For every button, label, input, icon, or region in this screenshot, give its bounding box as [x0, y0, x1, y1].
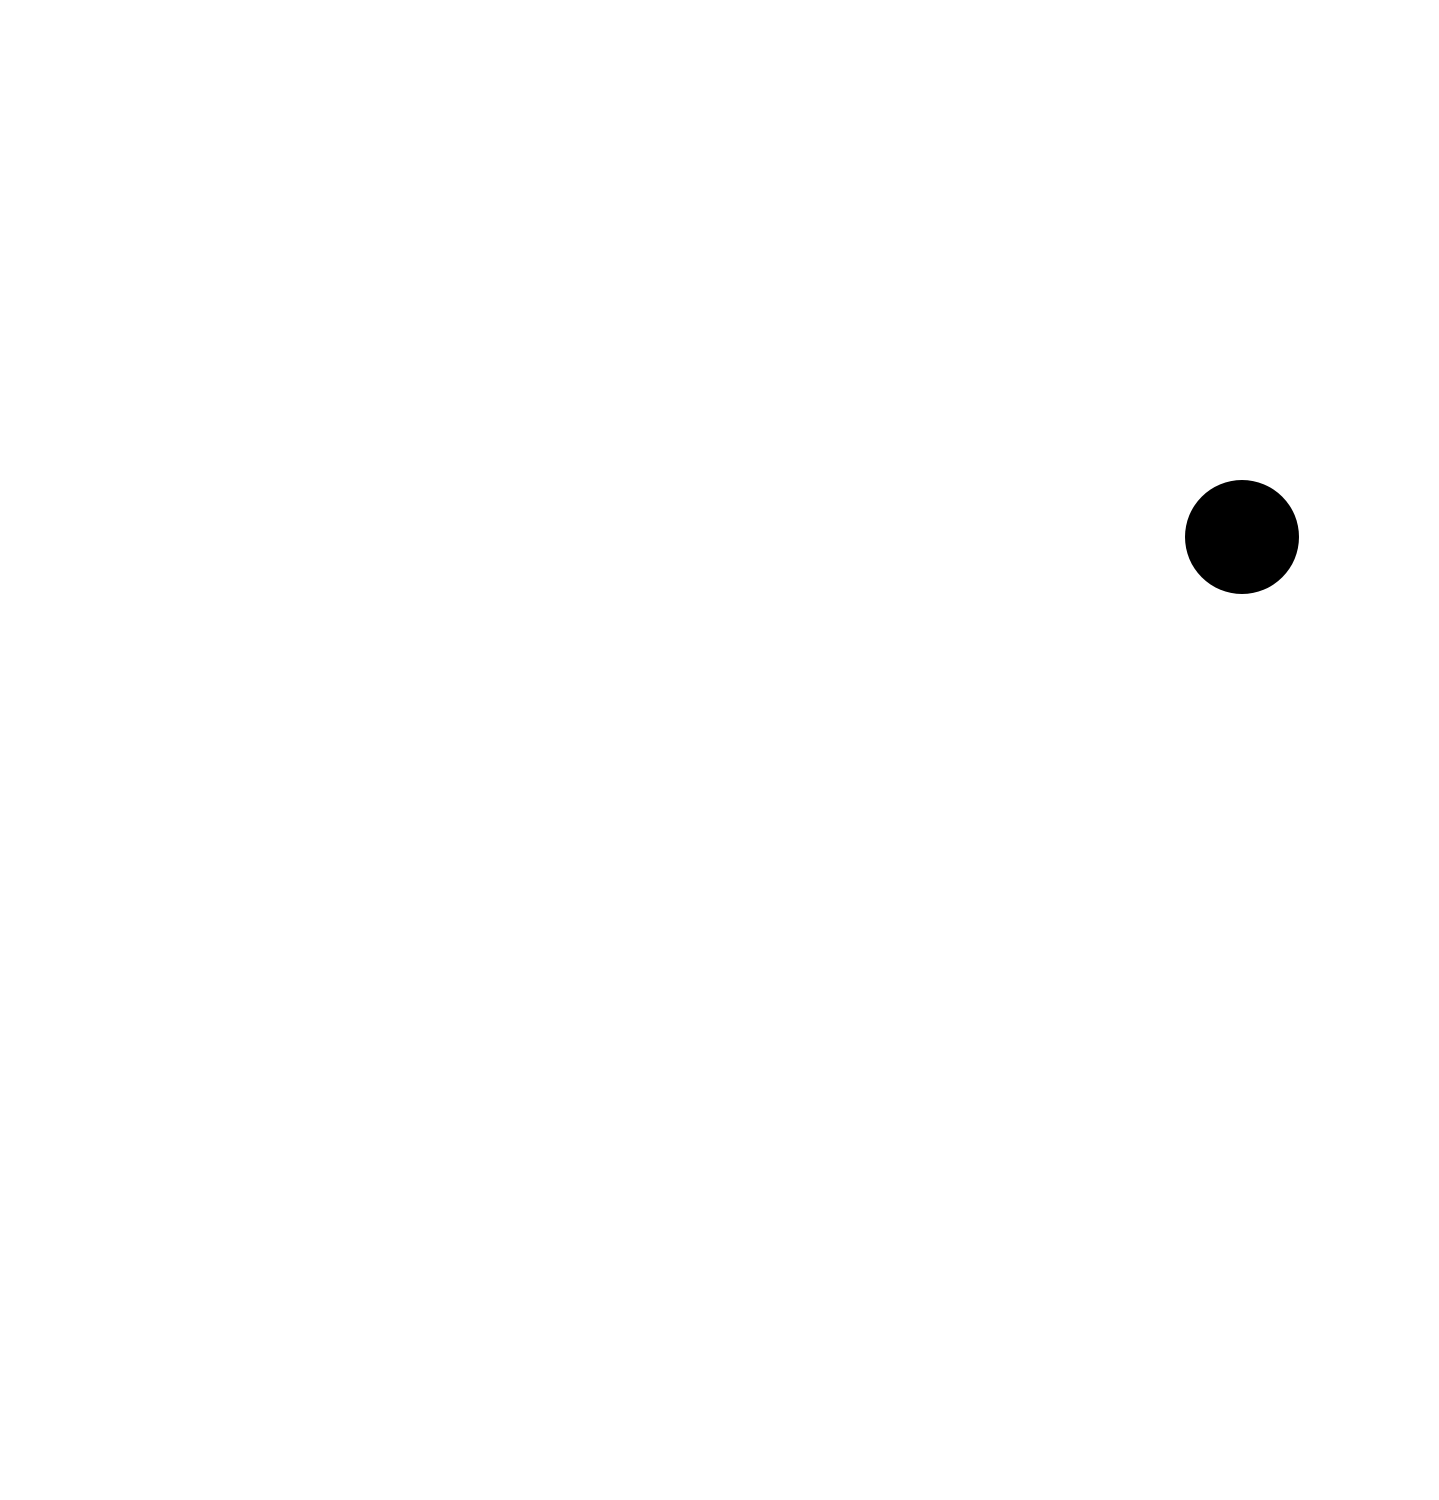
ul-logo	[1185, 480, 1299, 594]
ul-logo-circle	[1185, 480, 1299, 594]
